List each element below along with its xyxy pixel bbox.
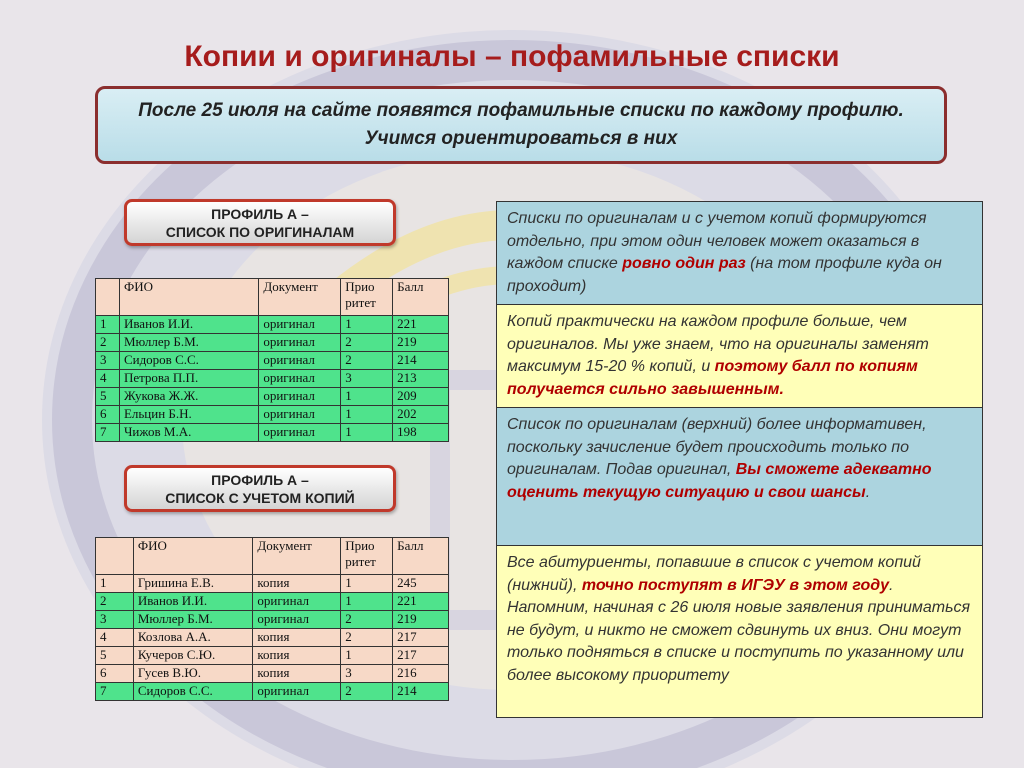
- row-name: Петрова П.П.: [119, 370, 258, 388]
- header-name: ФИО: [133, 538, 253, 575]
- info-2-text: Копий практически на каждом профиле больше, чем оригиналов. Мы уже знаем, что на оригиналы заменят максимум 15-20 % копий, и: [507, 313, 929, 375]
- row-name: Иванов И.И.: [133, 593, 253, 611]
- row-score: 213: [393, 370, 449, 388]
- row-document: оригинал: [253, 611, 341, 629]
- info-4-text-end: . Напомним, начиная с 26 июля новые заявления приниматься не будут, и никто не сможет сдвинуть их вниз. Они могут только подняться в списке и поступить по указанному или более высокому приоритету: [507, 576, 971, 684]
- row-priority: 2: [341, 334, 393, 352]
- row-document: оригинал: [259, 334, 341, 352]
- header-num: [96, 279, 120, 316]
- info-panel: [496, 201, 983, 718]
- table-row: [96, 683, 449, 701]
- row-document: копия: [253, 629, 341, 647]
- row-score: 209: [393, 388, 449, 406]
- row-score: 221: [393, 316, 449, 334]
- row-num: 1: [96, 316, 120, 334]
- row-document: оригинал: [253, 593, 341, 611]
- row-name: Иванов И.И.: [119, 316, 258, 334]
- row-score: 245: [393, 575, 449, 593]
- info-cell-2: [497, 305, 982, 408]
- table-row: [96, 424, 449, 442]
- row-name: Мюллер Б.М.: [119, 334, 258, 352]
- row-document: копия: [253, 647, 341, 665]
- row-document: оригинал: [253, 683, 341, 701]
- row-priority: 2: [341, 611, 393, 629]
- table-header-row: [96, 279, 449, 316]
- table-row: [96, 647, 449, 665]
- info-1-text-end: (на том профиле куда он проходит): [507, 255, 942, 295]
- row-score: 217: [393, 629, 449, 647]
- intro-box: [95, 86, 947, 164]
- row-document: оригинал: [259, 406, 341, 424]
- table-row: [96, 593, 449, 611]
- row-priority: 2: [341, 683, 393, 701]
- info-4-highlight: точно поступят в ИГЭУ в этом году: [581, 576, 890, 594]
- row-score: 217: [393, 647, 449, 665]
- header-document: Документ: [259, 279, 341, 316]
- row-document: оригинал: [259, 388, 341, 406]
- table-row: [96, 629, 449, 647]
- header-num: [96, 538, 134, 575]
- row-name: Гришина Е.В.: [133, 575, 253, 593]
- row-score: 198: [393, 424, 449, 442]
- row-score: 221: [393, 593, 449, 611]
- row-num: 2: [96, 593, 134, 611]
- header-priority: Прио ритет: [341, 538, 393, 575]
- row-num: 5: [96, 388, 120, 406]
- row-score: 214: [393, 352, 449, 370]
- row-score: 219: [393, 334, 449, 352]
- intro-text: После 25 июля на сайте появятся пофамильные списки по каждому профилю. Учимся ориентироваться в них: [138, 100, 904, 149]
- row-name: Мюллер Б.М.: [133, 611, 253, 629]
- table-row: [96, 406, 449, 424]
- info-3-text-end: .: [865, 483, 871, 501]
- info-4-text: Все абитуриенты, попавшие в список с учетом копий (нижний),: [507, 554, 921, 594]
- copies-list-label: [124, 465, 396, 512]
- row-num: 1: [96, 575, 134, 593]
- info-1-highlight: ровно один раз: [622, 255, 746, 272]
- row-priority: 1: [341, 316, 393, 334]
- row-document: копия: [253, 575, 341, 593]
- table-row: [96, 334, 449, 352]
- copies-label-line1: ПРОФИЛЬ А –: [211, 471, 309, 488]
- row-priority: 2: [341, 629, 393, 647]
- row-num: 6: [96, 406, 120, 424]
- row-num: 3: [96, 611, 134, 629]
- row-num: 3: [96, 352, 120, 370]
- row-name: Чижов М.А.: [119, 424, 258, 442]
- row-document: оригинал: [259, 424, 341, 442]
- row-num: 5: [96, 647, 134, 665]
- row-num: 7: [96, 683, 134, 701]
- row-num: 6: [96, 665, 134, 683]
- header-priority: Прио ритет: [341, 279, 393, 316]
- originals-list-label: [124, 199, 396, 246]
- info-3-highlight: Вы сможете адекватно оценить текущую ситуацию и свои шансы: [507, 461, 932, 501]
- row-priority: 1: [341, 406, 393, 424]
- row-score: 214: [393, 683, 449, 701]
- table-row: [96, 370, 449, 388]
- table-row: [96, 352, 449, 370]
- row-name: Жукова Ж.Ж.: [119, 388, 258, 406]
- row-document: оригинал: [259, 316, 341, 334]
- row-name: Ельцин Б.Н.: [119, 406, 258, 424]
- table-row: [96, 316, 449, 334]
- header-document: Документ: [253, 538, 341, 575]
- info-cell-3: [497, 408, 982, 546]
- table-row: [96, 388, 449, 406]
- table-row: [96, 665, 449, 683]
- table-row: [96, 575, 449, 593]
- header-score: Балл: [393, 538, 449, 575]
- copies-label-line2: СПИСОК С УЧЕТОМ КОПИЙ: [165, 489, 355, 506]
- row-score: 202: [393, 406, 449, 424]
- info-cell-4: [497, 546, 982, 717]
- row-num: 7: [96, 424, 120, 442]
- row-priority: 3: [341, 370, 393, 388]
- info-1-text: Списки по оригиналам и с учетом копий формируются отдельно, при этом один человек может оказаться в каждом списке: [507, 210, 927, 272]
- row-priority: 1: [341, 424, 393, 442]
- row-name: Сидоров С.С.: [119, 352, 258, 370]
- row-document: оригинал: [259, 370, 341, 388]
- copies-table: [95, 537, 449, 701]
- row-priority: 2: [341, 352, 393, 370]
- table-header-row: [96, 538, 449, 575]
- row-name: Сидоров С.С.: [133, 683, 253, 701]
- row-num: 4: [96, 370, 120, 388]
- originals-label-line1: ПРОФИЛЬ А –: [211, 205, 309, 222]
- row-num: 2: [96, 334, 120, 352]
- row-document: оригинал: [259, 352, 341, 370]
- table-row: [96, 611, 449, 629]
- row-priority: 1: [341, 647, 393, 665]
- row-priority: 3: [341, 665, 393, 683]
- row-priority: 1: [341, 575, 393, 593]
- row-score: 219: [393, 611, 449, 629]
- info-cell-1: [497, 202, 982, 305]
- header-score: Балл: [393, 279, 449, 316]
- row-score: 216: [393, 665, 449, 683]
- row-document: копия: [253, 665, 341, 683]
- header-name: ФИО: [119, 279, 258, 316]
- originals-table: [95, 278, 449, 442]
- info-3-text: Список по оригиналам (верхний) более информативен, поскольку зачисление будет происходить только по оригиналам. Подав оригинал,: [507, 416, 927, 478]
- info-2-highlight: поэтому балл по копиям получается сильно завышенным.: [507, 358, 918, 398]
- row-priority: 1: [341, 593, 393, 611]
- row-priority: 1: [341, 388, 393, 406]
- row-name: Кучеров С.Ю.: [133, 647, 253, 665]
- originals-label-line2: СПИСОК ПО ОРИГИНАЛАМ: [165, 223, 355, 240]
- row-num: 4: [96, 629, 134, 647]
- row-name: Гусев В.Ю.: [133, 665, 253, 683]
- page-title: Копии и оригиналы – пофамильные списки: [184, 40, 840, 73]
- row-name: Козлова А.А.: [133, 629, 253, 647]
